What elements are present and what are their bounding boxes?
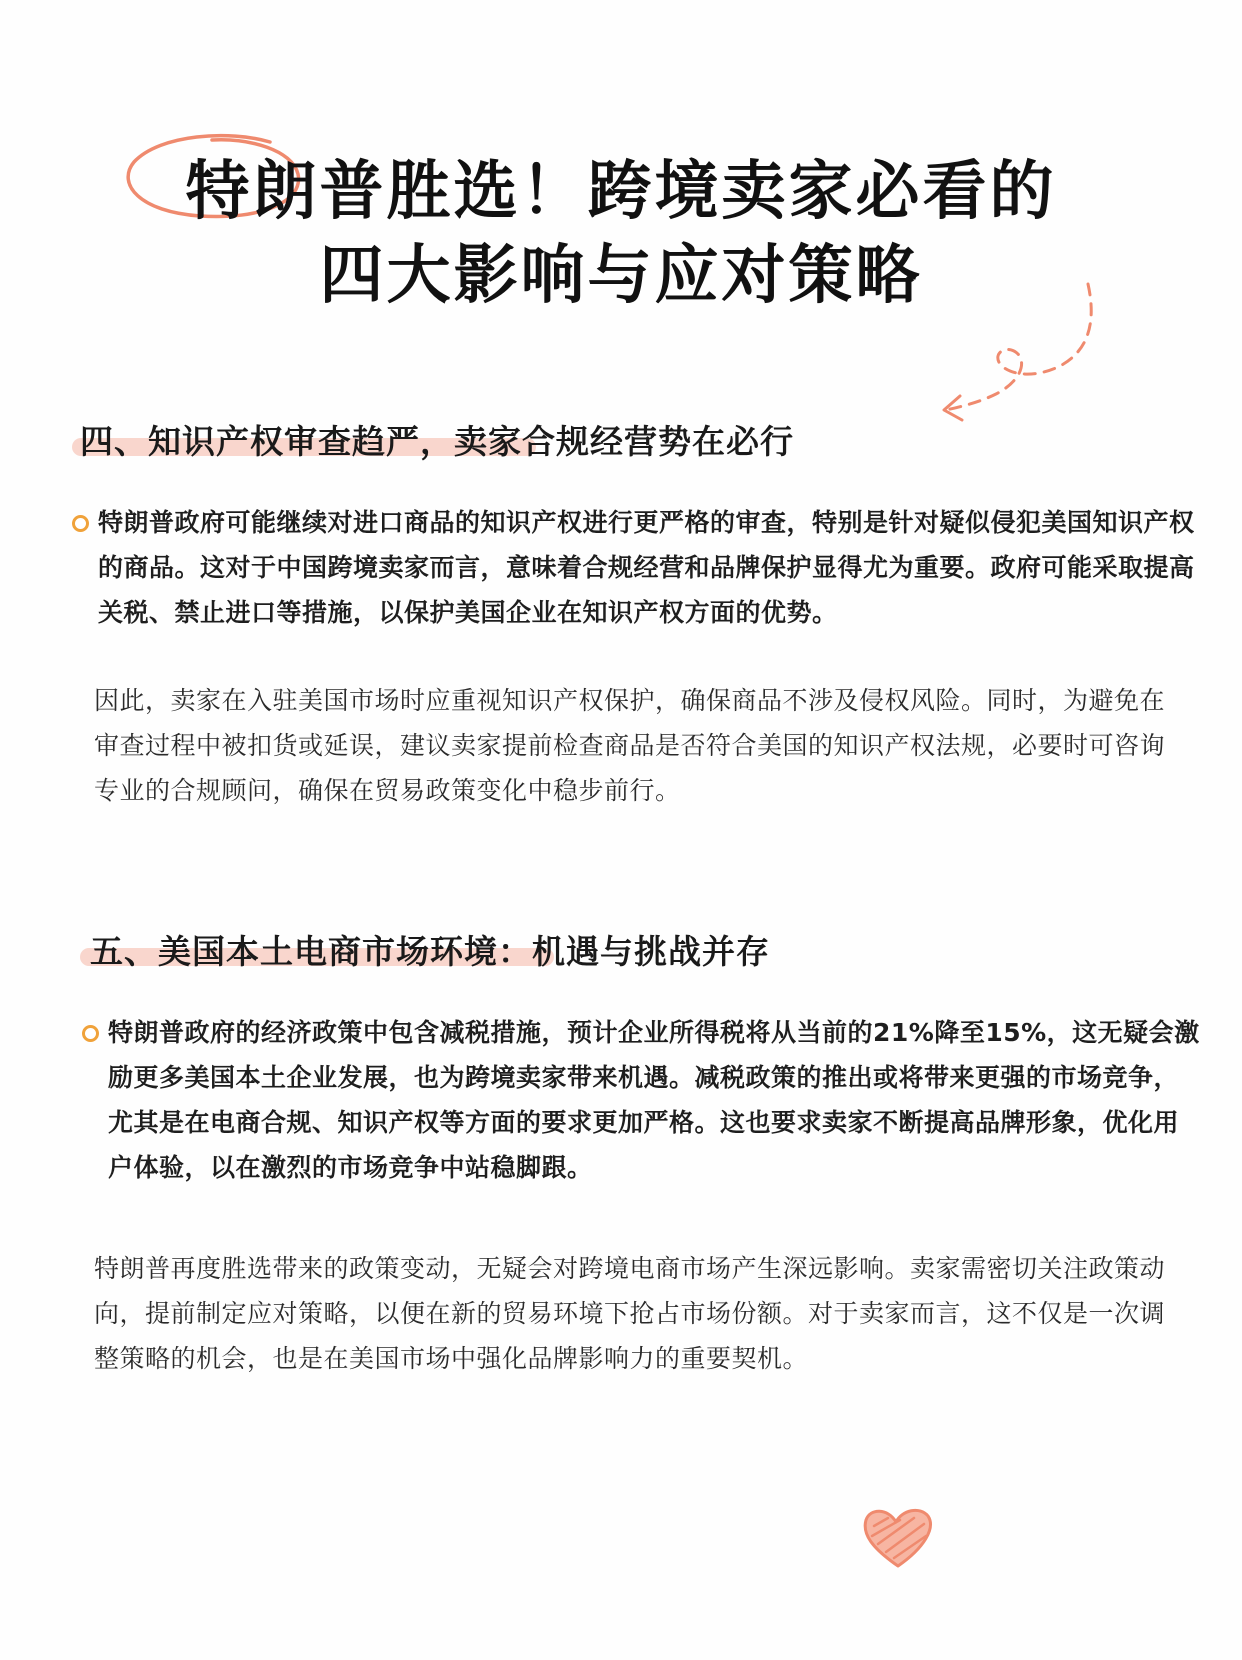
bullet-text-5: 特朗普政府的经济政策中包含减税措施，预计企业所得税将从当前的21%降至15%，这无疑会激励更多美国本土企业发展，也为跨境卖家带来机遇。减税政策的推出或将带来更强的市场竞争，尤其是在电商合规、知识产权等方面的要求更加严格。这也要求卖家不断提高品牌形象，优化用户体验，以在激烈的市场竞争中站稳脚跟。 [108,1018,1200,1182]
section-heading-5: 五、美国本土电商市场环境：机遇与挑战并存 [90,932,770,971]
bullet-text-4: 特朗普政府可能继续对进口商品的知识产权进行更严格的审查，特别是针对疑似侵犯美国知识产权的商品。这对于中国跨境卖家而言，意味着合规经营和品牌保护显得尤为重要。政府可能采取提高关税、禁止进口等措施，以保护美国企业在知识产权方面的优势。 [98,508,1195,627]
bullet-dot-icon [72,515,89,532]
bullet-block-4 [72,500,1202,635]
section-heading-4: 四、知识产权审查趋严，卖家合规经营势在必行 [80,422,794,461]
dashed-arrow-icon [940,280,1140,450]
bullet-dot-icon [82,1025,99,1042]
heart-icon [858,1504,938,1572]
title-line-1: 特朗普胜选！跨境卖家必看的 [185,155,1057,229]
paragraph-5: 特朗普再度胜选带来的政策变动，无疑会对跨境电商市场产生深远影响。卖家需密切关注政策动向，提前制定应对策略，以便在新的贸易环境下抢占市场份额。对于卖家而言，这不仅是一次调整策略的机会，也是在美国市场中强化品牌影响力的重要契机。 [94,1254,1166,1373]
title-line-2: 四大影响与应对策略 [319,239,923,313]
bullet-block-5 [82,1010,1202,1190]
paragraph-4: 因此，卖家在入驻美国市场时应重视知识产权保护，确保商品不涉及侵权风险。同时，为避免在审查过程中被扣货或延误，建议卖家提前检查商品是否符合美国的知识产权法规，必要时可咨询专业的合规顾问，确保在贸易政策变化中稳步前行。 [94,686,1166,805]
